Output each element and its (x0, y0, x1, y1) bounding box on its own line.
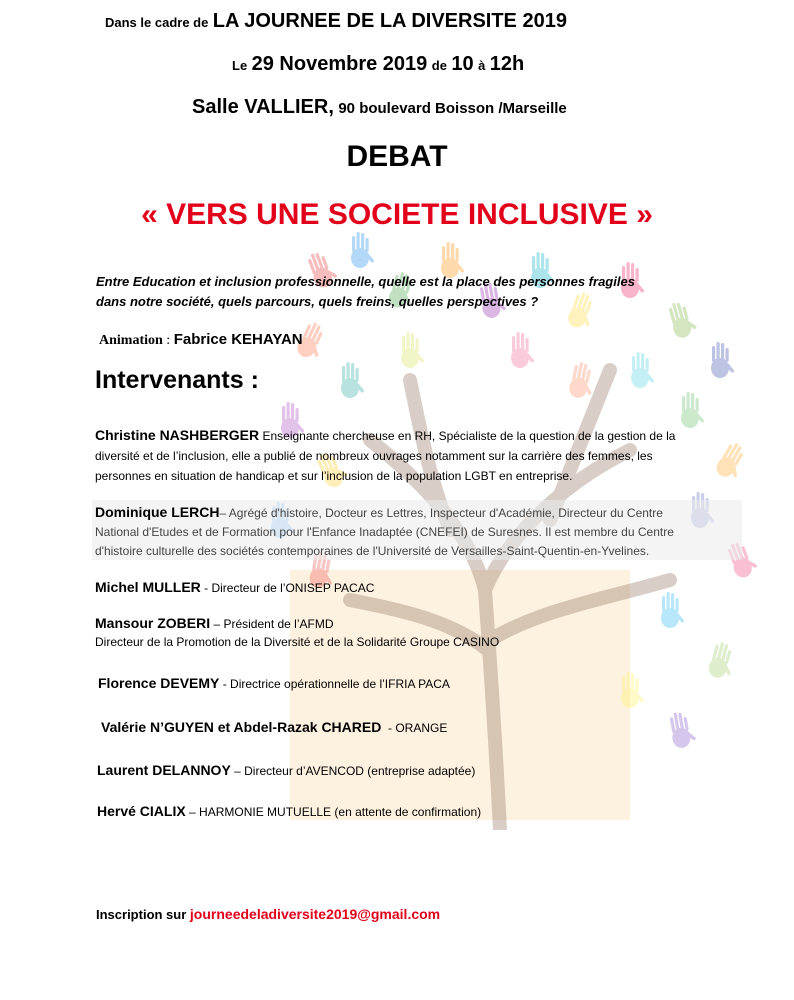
inscription-line (96, 906, 440, 922)
event-date: 29 Novembre 2019 (251, 53, 428, 75)
animator-name: Fabrice KEHAYAN (173, 331, 303, 348)
speaker-desc: Enseignante chercheuse en RH, Spécialiste de la question de la gestion de la (259, 429, 676, 443)
speaker-desc: - Directrice opérationnelle de l’IFRIA PACA (219, 677, 450, 691)
speaker-delannoy (97, 762, 475, 780)
header-line-2 (232, 53, 524, 76)
speaker-name: Michel MULLER (95, 579, 201, 595)
speaker-desc: personnes en situation de handicap et sur l’inclusion de la population LGBT en entreprise. (95, 469, 573, 483)
event-name: LA JOURNEE DE LA DIVERSITE 2019 (212, 10, 567, 32)
speaker-muller (95, 579, 374, 597)
header-line-3 (192, 96, 567, 119)
speaker-nashberger (95, 425, 675, 486)
inscription-email[interactable]: journeedeladiversite2019@gmail.com (189, 906, 441, 922)
speaker-desc: - ORANGE (381, 721, 448, 735)
speaker-name: Valérie N’GUYEN et Abdel-Razak CHARED (101, 719, 382, 735)
intro-line-1: Entre Education et inclusion professionnelle, quelle est la place des personnes fragiles (96, 274, 635, 289)
venue-name: Salle VALLIER, (192, 96, 334, 118)
speaker-name: Dominique LERCH (95, 504, 220, 520)
speakers-heading: Intervenants : (95, 366, 259, 394)
animation-label: Animation (99, 333, 163, 348)
speaker-name: Christine NASHBERGER (95, 427, 260, 443)
header-line-1 (105, 10, 567, 33)
speaker-name: Florence DEVEMY (98, 675, 220, 691)
date-le: Le (232, 58, 248, 73)
header-prefix: Dans le cadre de (105, 15, 209, 30)
speaker-desc: – Président de l’AFMD (210, 617, 334, 631)
speaker-desc: National d'Etudes et de Formation pour l'Enfance Inadaptée (CNEFEI) de Suresnes. Il est membre du Centre (95, 525, 674, 539)
debate-title: « VERS UNE SOCIETE INCLUSIVE » (141, 198, 653, 231)
speaker-nguyen-chared (101, 719, 447, 737)
speaker-desc: – Agrégé d'histoire, Docteur es Lettres, Inspecteur d'Académie, Directeur du Centre (219, 506, 663, 520)
time-end: 12h (489, 53, 525, 75)
venue-address: 90 boulevard Boisson /Marseille (338, 100, 567, 117)
speaker-desc: – HARMONIE MUTUELLE (en attente de confirmation) (185, 805, 482, 819)
time-a: à (478, 58, 486, 73)
speaker-desc: - Directeur de l’ONISEP PACAC (200, 581, 375, 595)
speaker-desc: d'histoire culturelle des sociétés contemporaines de l'Université de Versailles-Saint-Quentin-en-Yvelines. (95, 544, 650, 558)
time-start: 10 (451, 53, 474, 75)
debate-label: DEBAT (346, 140, 448, 173)
time-de: de (431, 58, 447, 73)
speaker-name: Mansour ZOBERI (95, 615, 211, 631)
speaker-desc: diversité et de l’inclusion, elle a publié de nombreux ouvrages notamment sur la carrière des femmes, les (95, 449, 653, 463)
animation-line (99, 331, 303, 349)
speaker-desc: – Directeur d’AVENCOD (entreprise adaptée) (230, 764, 476, 778)
inscription-label: Inscription sur (96, 907, 187, 922)
animation-sep: : (162, 333, 174, 348)
speaker-lerch (95, 503, 674, 561)
speaker-zoberi (95, 614, 499, 651)
speaker-name: Hervé CIALIX (97, 803, 186, 819)
intro-line-2: dans notre société, quels parcours, quels freins, quelles perspectives ? (96, 294, 539, 309)
speaker-devemy (98, 675, 450, 693)
speaker-cialix (97, 803, 481, 821)
speaker-desc: Directeur de la Promotion de la Diversité et de la Solidarité Groupe CASINO (95, 635, 500, 649)
speaker-name: Laurent DELANNOY (97, 762, 231, 778)
intro-text (96, 272, 635, 312)
